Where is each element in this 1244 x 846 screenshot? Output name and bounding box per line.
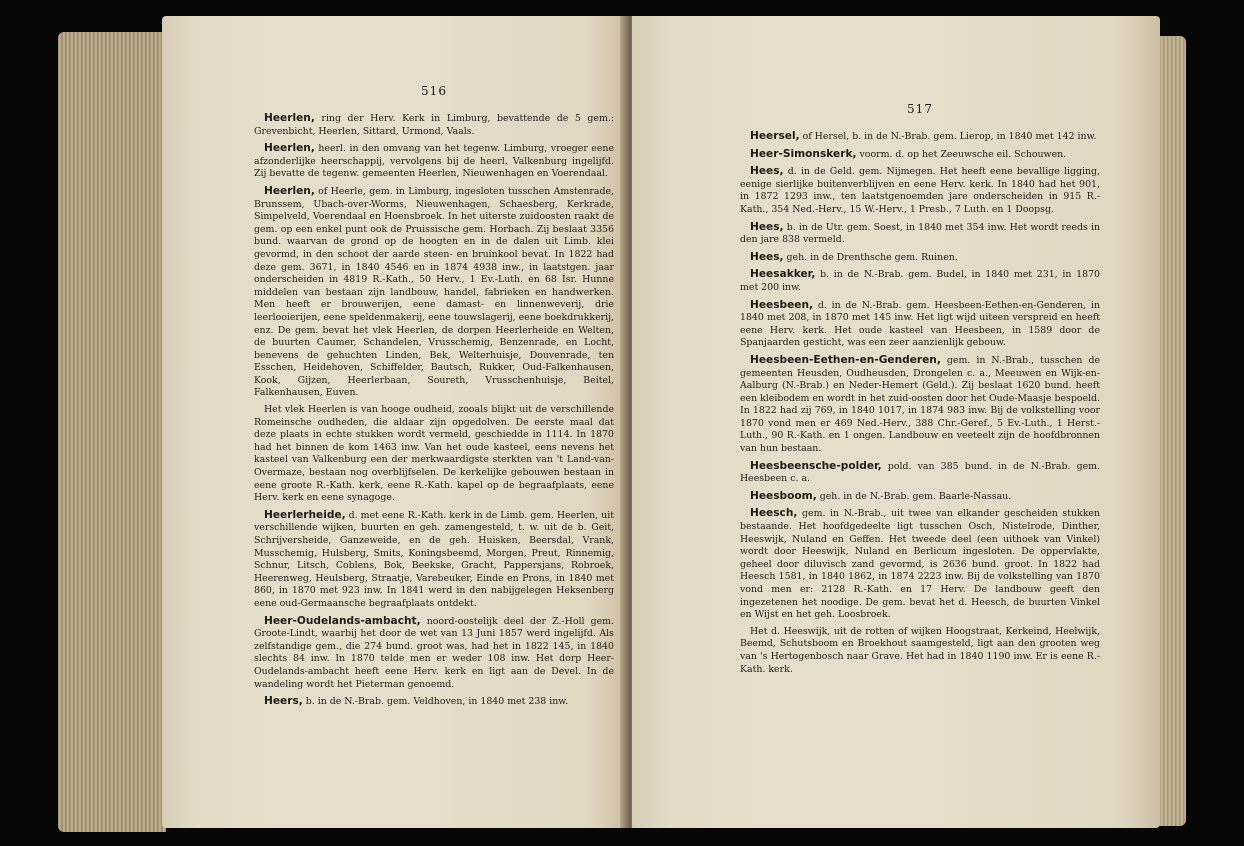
open-book — [58, 16, 1186, 832]
entry-headword: Heers, — [264, 695, 303, 708]
entry-headword: Heersel, — [750, 130, 800, 142]
right-column — [740, 102, 1100, 680]
dictionary-entry — [740, 626, 1100, 676]
entry-text: gem. in N.-Brab., tusschen de gemeenten Heusden, Oudheusden, Drongelen c. a., Meeuwen en Wijk-en-Aalburg (N.-Brab.) en Neder-Hemert (Geld.). Zij beslaat 1620 bund. heeft een kleibodem en wordt in het zuid-oosten door het Oude-Maasje bespoeld. In 1822 had zij 769, in 1840 1017, in 1874 983 inw. Bij de volkstelling voor 1870 vond men er 469 Ned.-Herv., 388 Chr.-Geref., 5 Ev.-Luth., 1 Herst.-Luth., 90 R.-Kath. en 1 ongen. Landbouw en veeteelt zijn de hoofdbronnen van hun bestaan. — [740, 354, 1100, 455]
entry-text: noord-oostelijk deel der Z.-Holl gem. Groote-Lindt, waarbij het door de wet van 13 Juni 1857 werd ingelijfd. Als zelfstandige gem., die 274 bund. groot was, had het in 1822 145, in 1840 slechts 84 inw. In 1870 telde men er weder 108 inw. Het dorp Heer-Oudelands-ambacht heeft eene Herv. kerk en ligt aan de Devel. In de wandeling wordt het Pieterman genoemd. — [254, 615, 614, 690]
entry-headword: Heerlen, — [264, 184, 315, 197]
entry-text: gem. in N.-Brab., uit twee van elkander gescheiden stukken bestaande. Het hoofdgedeelte ligt tusschen Osch, Nistelrode, Dinther, Heeswijk, Nuland en Geffen. Het tweede deel (een uithoek van Vinkel) wordt door Heeswijk, Nuland en Berlicum ingesloten. De oppervlakte, geheel door diluvisch zand gevormd, is 2636 bund. groot. In 1822 had Heesch 1581, in 1840 1862, in 1874 2223 inw. Bij de volkstelling van 1870 vond men er: 2128 R.-Kath. en 17 Herv. De landbouw geeft den ingezetenen het noodige. De gem. bevat het d. Heesch, de buurten Vinkel en Wijst en het geh. Loosbroek. — [740, 508, 1100, 621]
dictionary-entry — [740, 165, 1100, 216]
dictionary-entry — [740, 268, 1100, 294]
entry-headword: Heesch, — [750, 507, 798, 520]
left-page-number: 516 — [421, 84, 447, 98]
entry-headword: Heesbeensche-polder, — [750, 459, 882, 472]
dictionary-entry — [740, 490, 1100, 504]
entry-headword: Hees, — [750, 165, 784, 178]
left-column — [254, 84, 614, 713]
dictionary-entry — [254, 615, 614, 692]
dictionary-entry — [740, 251, 1100, 265]
dictionary-entry — [740, 354, 1100, 456]
dictionary-entry — [740, 221, 1100, 247]
entry-headword: Heesbeen, — [750, 298, 814, 311]
dictionary-entry — [254, 112, 614, 138]
dictionary-entry — [254, 142, 614, 181]
dictionary-entry — [254, 185, 614, 400]
entry-headword: Heerlen, — [264, 112, 315, 124]
entry-headword: Heerlerheide, — [264, 508, 346, 521]
entry-text: b. in de Utr. gem. Soest, in 1840 met 354 inw. Het wordt reeds in den jare 838 vermeld. — [740, 221, 1100, 246]
entry-text: geh. in de Drenthsche gem. Ruinen. — [783, 251, 958, 263]
page-edges-right — [1156, 36, 1186, 826]
entry-text: b. in de N.-Brab. gem. Budel, in 1840 met 231, in 1870 met 200 inw. — [740, 269, 1100, 293]
dictionary-entry — [740, 130, 1100, 144]
right-page — [632, 16, 1160, 828]
entry-text: d. in de Geld. gem. Nijmegen. Het heeft eene bevallige ligging, eenige sierlijke buitenverblijven en eene Herv. kerk. In 1840 had het 901, in 1872 1293 inw., ten laatstgenoemden jare onderscheiden in 915 R.-Kath., 354 Ned.-Herv., 15 W.-Herv., 1 Presb., 7 Luth. en 1 Doopsg. — [740, 166, 1100, 215]
entry-headword: Heesakker, — [750, 268, 816, 281]
entry-headword: Heesboom, — [750, 489, 817, 502]
left-entries — [254, 112, 614, 709]
dictionary-entry — [254, 695, 614, 709]
entry-text: Het d. Heeswijk, uit de rotten of wijken Hoogstraat, Kerkeind, Heelwijk, Beemd, Schutsboom en Broekhout saamgesteld, ligt aan den grooten weg van 's Hertogenbosch naar Grave. Het had in 1840 1190 inw. Er is eene R.-Kath. kerk. — [740, 625, 1100, 675]
entry-text: d. met eene R.-Kath. kerk in de Limb. gem. Heerlen, uit verschillende wijken, buurten en geh. zamengesteld, t. w. uit de b. Geit, Schrijversheide, Ganzeweide, en de geh. Huisken, Beersdal, Vrank, Musschemig, Hulsberg, Smits, Koningsbeemd, Morgen, Preut, Rinnemig, Schnur, Litsch, Coblens, Bok, Beekske, Gracht, Pappersjans, Robroek, Heerenweg, Heulsberg, Straatje, Varebeuker, Einde en Prons, in 1840 met 860, in 1870 met 923 inw. In 1841 werd in den nabijgelegen Heksenberg eene oud-Germaansche begraafplaats ontdekt. — [254, 509, 614, 609]
entry-text: d. in de N.-Brab. gem. Heesbeen-Eethen-en-Genderen, in 1840 met 208, in 1870 met 145 inw. Het ligt wijd uiteen verspreid en heeft eene Herv. kerk. Het oude kasteel van Heesbeen, in 1589 door de Spanjaarden gesticht, was een zeer aanzienlijk gebouw. — [740, 299, 1100, 349]
entry-text: of Hersel, b. in de N.-Brab. gem. Lierop, in 1840 met 142 inw. — [799, 131, 1097, 142]
page-edges-left — [58, 32, 166, 832]
entry-text: b. in de N.-Brab. gem. Veldhoven, in 1840 met 238 inw. — [302, 696, 569, 708]
entry-headword: Heerlen, — [264, 142, 315, 155]
dictionary-entry — [740, 299, 1100, 350]
dictionary-entry — [740, 507, 1100, 621]
entry-headword: Heer-Simonskerk, — [750, 147, 857, 160]
entry-text: of Heerle, gem. in Limburg, ingesloten tusschen Amstenrade, Brunssem, Ubach-over-Worms, Nieuwenhagen, Schaesberg, Kerkrade, Simpelveld, Voerendaal en Hoensbroek. In het uiterste zuidoosten raakt de gem. op een enkel punt ook de Pruissische gem. Horbach. Zij beslaat 3356 bund. waarvan de grond op de hoogten en in de dalen uit Limb. klei gevormd, in den schoot der aarde steen- en bruinkool bevat. In 1822 had deze gem. 3671, in 1840 4546 en in 1874 4938 inw., in laatstgen. jaar onderscheiden in 4819 R.-Kath., 50 Herv., 1 Ev.-Luth. en 68 Isr. Hunne middelen van bestaan zijn landbouw, handel, fabrieken en handwerken. Men heeft er brouwerijen, eene damast- en linnenweverij, drie leerlooierijen, eene speldenmakerij, eene touwslagerij, eene boekdrukkerij, enz. De gem. bevat het vlek Heerlen, de dorpen Heerlerheide en Welten, de buurten Caumer, Schandelen, Vrusschemig, Benzenrade, en Locht, benevens de gehuchten Linden, Bek, Welterhuisje, Douvenrade, ten Esschen, Heidehoven, Schiffelder, Bautsch, Rukker, Oud-Falkenhausen, Kook, Gijzen, Heerlerbaan, Soureth, Vrusschenhuisje, Beitel, Falkenhausen, Euven. — [254, 185, 614, 399]
entry-text: Het vlek Heerlen is van hooge oudheid, zooals blijkt uit de verschillende Romeinsche oudheden, die aldaar zijn opgedolven. De eerste maal dat deze plaats in echte stukken wordt vermeld, geschiedde in 1114. In 1870 had het binnen de kom 1463 inw. Van het oude kasteel, eens nevens het kasteel van Valkenburg een der merkwaardigste sterkten van 't Land-van-Overmaze, bestaan nog overblijfselen. De kerkelijke gebouwen bestaan in eene groote R.-Kath. kerk, eene R.-Kath. kapel op de begraafplaats, eene Herv. kerk en eene synagoge. — [254, 404, 614, 504]
right-entries — [740, 130, 1100, 676]
entry-text: pold. van 385 bund. in de N.-Brab. gem. Heesbeen c. a. — [740, 460, 1100, 485]
dictionary-entry — [254, 509, 614, 611]
entry-text: voorm. d. op het Zeeuwsche eil. Schouwen. — [856, 148, 1067, 160]
entry-headword: Heesbeen-Eethen-en-Genderen, — [750, 353, 941, 366]
entry-headword: Hees, — [750, 250, 784, 263]
dictionary-entry — [740, 148, 1100, 162]
dictionary-entry — [740, 460, 1100, 486]
right-page-number: 517 — [907, 102, 933, 116]
entry-text: heerl. in den omvang van het tegenw. Limburg, vroeger eene afzonderlijke heerschappij, vervolgens bij de heerl. Valkenburg ingelijfd. Zij bevatte de tegenw. gemeenten Heerlen, Nieuwenhagen en Voerendaal. — [254, 143, 614, 180]
entry-text: geh. in de N.-Brab. gem. Baarle-Nassau. — [816, 490, 1012, 502]
entry-headword: Heer-Oudelands-ambacht, — [264, 614, 421, 627]
entry-headword: Hees, — [750, 220, 784, 233]
dictionary-entry — [254, 404, 614, 505]
entry-text: ring der Herv. Kerk in Limburg, bevattende de 5 gem.: Grevenbicht, Heerlen, Sittard, Urmond, Vaals. — [254, 113, 614, 137]
left-page — [162, 16, 626, 828]
